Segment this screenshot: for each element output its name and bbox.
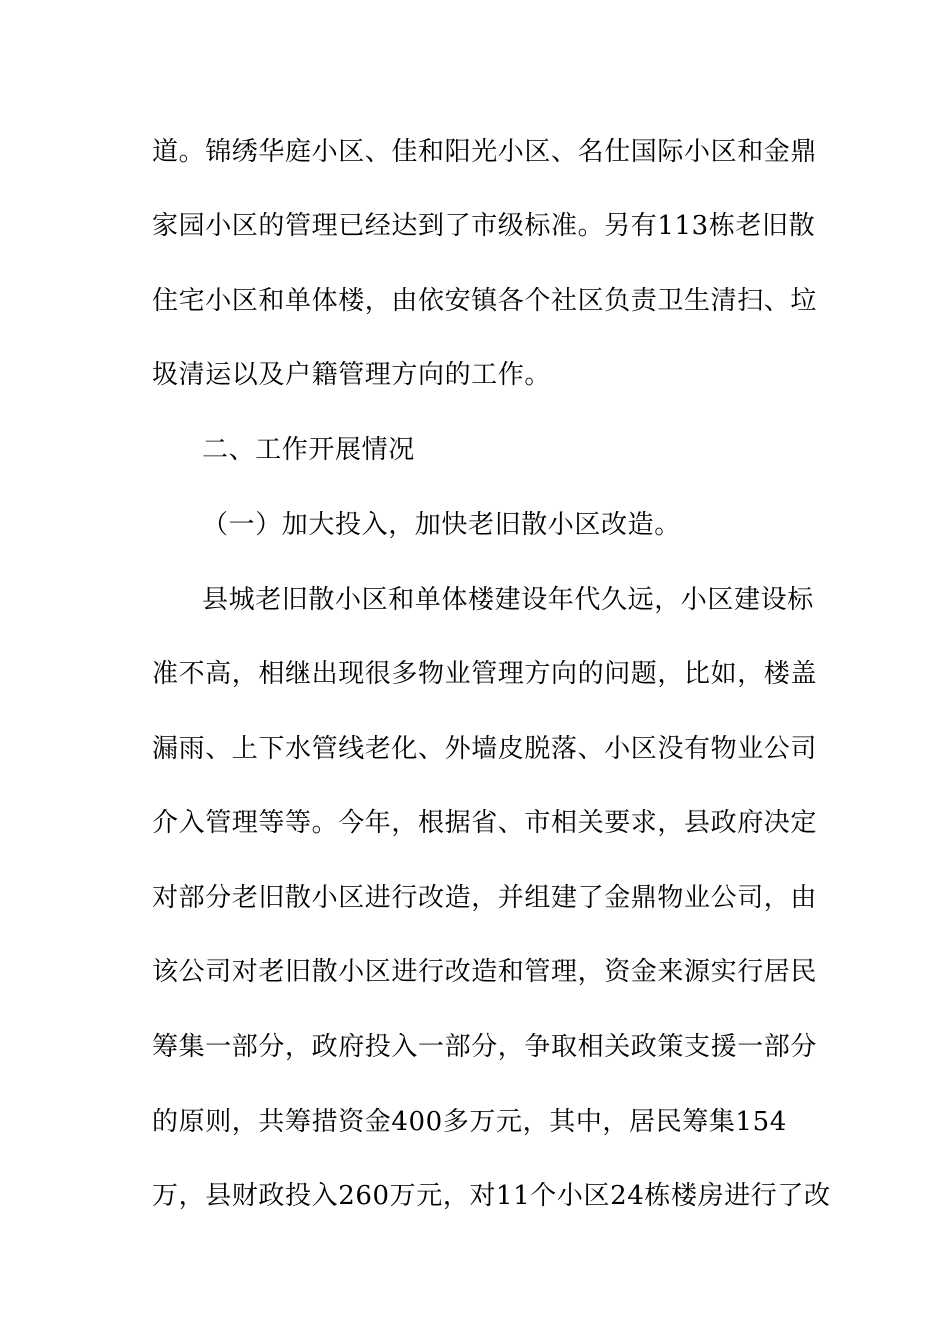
- subsection-heading: （一）加大投入，加快老旧散小区改造。: [202, 510, 681, 540]
- paragraph-line: 的原则，共筹措资金400多万元，其中，居民筹集154: [152, 1107, 787, 1137]
- paragraph-line: 准不高，相继出现很多物业管理方向的问题，比如，楼盖: [152, 659, 818, 689]
- paragraph-line: 家园小区的管理已经达到了市级标准。另有113栋老旧散: [152, 211, 816, 241]
- paragraph-line: 该公司对老旧散小区进行改造和管理，资金来源实行居民: [152, 957, 818, 987]
- paragraph-line: 住宅小区和单体楼，由依安镇各个社区负责卫生清扫、垃: [152, 286, 818, 316]
- paragraph-line: 万，县财政投入260万元，对11个小区24栋楼房进行了改: [152, 1181, 831, 1211]
- paragraph-line: 筹集一部分，政府投入一部分，争取相关政策支援一部分: [152, 1032, 818, 1062]
- section-heading: 二、工作开展情况: [202, 435, 415, 465]
- paragraph-line: 对部分老旧散小区进行改造，并组建了金鼎物业公司，由: [152, 883, 818, 913]
- paragraph-line: 漏雨、上下水管线老化、外墙皮脱落、小区没有物业公司: [152, 734, 818, 764]
- paragraph-line: 圾清运以及户籍管理方向的工作。: [152, 360, 552, 390]
- paragraph-line: 介入管理等等。今年，根据省、市相关要求，县政府决定: [152, 808, 818, 838]
- paragraph-line: 县城老旧散小区和单体楼建设年代久远，小区建设标: [202, 585, 814, 615]
- paragraph-line: 道。锦绣华庭小区、佳和阳光小区、名仕国际小区和金鼎: [152, 137, 818, 167]
